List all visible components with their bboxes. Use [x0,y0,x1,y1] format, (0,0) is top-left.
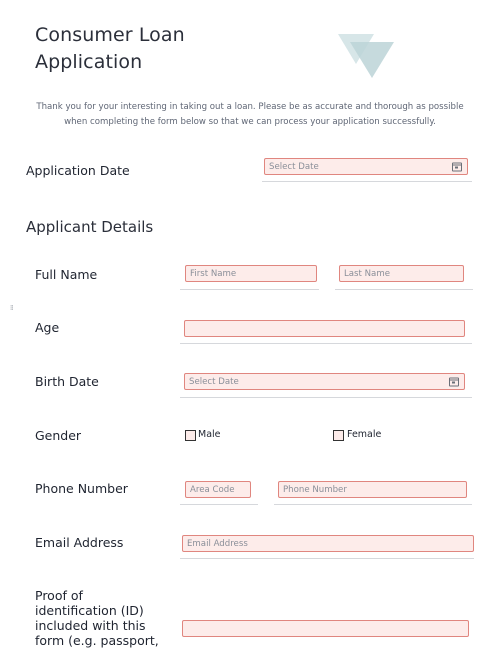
divider [180,397,472,398]
application-date-input[interactable] [264,158,468,175]
age-input[interactable] [184,320,465,337]
gender-male-label: Male [198,429,221,440]
email-address-input[interactable] [182,535,474,552]
intro-line-1: Thank you for your interesting in taking out a loan. Please be as accurate and thorough as possible [36,102,464,112]
email-address-placeholder: Email Address [187,538,248,549]
last-name-placeholder: Last Name [344,268,390,279]
calendar-icon[interactable] [452,162,462,171]
calendar-icon[interactable] [449,377,459,386]
divider [180,289,319,290]
drag-handle-icon[interactable]: ⁞⁞ [10,304,13,312]
page-title [35,22,185,76]
gender-female-label: Female [347,429,382,440]
proof-of-id-line-4: form (e.g. passport, [35,633,159,648]
email-address-label: Email Address [35,535,124,550]
divider [180,343,472,344]
intro-text [24,100,476,130]
proof-of-id-line-3: included with this [35,618,146,633]
title-line-2: Application [35,51,143,73]
section-heading-applicant-details: Applicant Details [26,218,154,236]
proof-of-id-input[interactable] [182,620,469,637]
divider [180,558,474,559]
application-date-label: Application Date [26,163,130,178]
birth-date-placeholder: Select Date [189,376,239,387]
gender-male-checkbox[interactable] [185,430,196,441]
proof-of-id-line-2: identification (ID) [35,603,144,618]
proof-of-id-line-1: Proof of [35,588,83,603]
divider [180,504,258,505]
divider [335,289,473,290]
birth-date-label: Birth Date [35,374,99,389]
triangle-logo-icon [336,34,396,80]
title-line-1: Consumer Loan [35,24,185,46]
full-name-label: Full Name [35,267,98,282]
birth-date-input[interactable] [184,373,465,390]
phone-number-label: Phone Number [35,481,128,496]
area-code-placeholder: Area Code [190,484,235,495]
intro-line-2: when completing the form below so that we can process your application successfully. [64,117,436,127]
gender-female-checkbox[interactable] [333,430,344,441]
area-code-input[interactable] [185,481,251,498]
age-label: Age [35,320,60,335]
proof-of-id-label [35,588,159,648]
first-name-placeholder: First Name [190,268,237,279]
phone-number-input[interactable] [278,481,467,498]
phone-number-placeholder: Phone Number [283,484,347,495]
last-name-input[interactable] [339,265,464,282]
first-name-input[interactable] [185,265,317,282]
gender-label: Gender [35,428,82,443]
divider [262,181,472,182]
application-date-placeholder: Select Date [269,161,319,172]
divider [274,504,472,505]
